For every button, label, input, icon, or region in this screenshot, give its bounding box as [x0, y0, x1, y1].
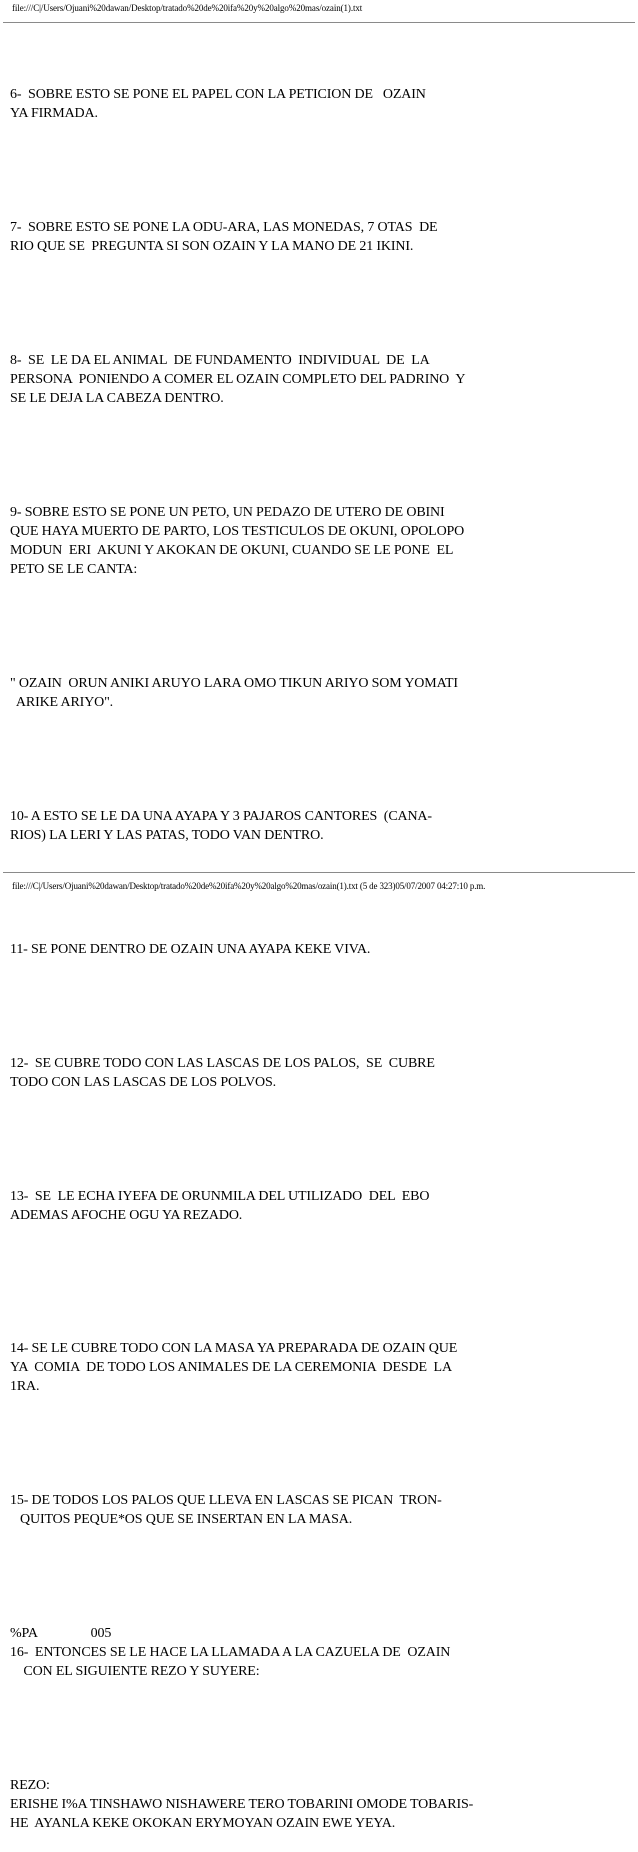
paragraph-step-14: 14- SE LE CUBRE TODO CON LA MASA YA PREPARADA DE OZAIN QUE YA COMIA DE TODO LOS ANIMALES DE LA CEREMONIA DESDE LA 1RA.	[10, 1341, 458, 1394]
header-divider	[3, 22, 635, 23]
paragraph-step-6: 6- SOBRE ESTO SE PONE EL PAPEL CON LA PETICION DE OZAIN YA FIRMADA.	[10, 87, 426, 121]
paragraph-step-8: 8- SE LE DA EL ANIMAL DE FUNDAMENTO INDIVIDUAL DE LA PERSONA PONIENDO A COMER EL OZAIN COMPLETO DEL PADRINO Y SE LE DEJA LA CABEZA DENTRO.	[10, 353, 466, 406]
paragraph-rezo: REZO: ERISHE I%A TINSHAWO NISHAWERE TERO TOBARINI OMODE TOBARIS- HE AYANLA KEKE OKOKAN ERYMOYAN OZAIN EWE YEYA.	[10, 1778, 474, 1831]
paragraph-step-10: 10- A ESTO SE LE DA UNA AYAPA Y 3 PAJAROS CANTORES (CANA- RIOS) LA LERI Y LAS PATAS, TODO VAN DENTRO.	[10, 809, 432, 843]
paragraph-step-15: 15- DE TODOS LOS PALOS QUE LLEVA EN LASCAS SE PICAN TRON- QUITOS PEQUE*OS QUE SE INSERTAN EN LA MASA.	[10, 1493, 442, 1527]
paragraph-step-11: 11- SE PONE DENTRO DE OZAIN UNA AYAPA KEKE VIVA.	[10, 942, 371, 957]
paragraph-step-16: %PA 005 16- ENTONCES SE LE HACE LA LLAMADA A LA CAZUELA DE OZAIN CON EL SIGUIENTE REZO Y SUYERE:	[10, 1626, 451, 1679]
footer-file-path: file:///C|/Users/Ojuani%20dawan/Desktop/tratado%20de%20ifa%20y%20algo%20mas/ozain(1).txt (5 de 323)05/07/2007 04:27:10 p.m.	[12, 881, 486, 891]
header-file-path: file:///C|/Users/Ojuani%20dawan/Desktop/tratado%20de%20ifa%20y%20algo%20mas/ozain(1).txt	[12, 3, 363, 13]
paragraph-chant: " OZAIN ORUN ANIKI ARUYO LARA OMO TIKUN ARIYO SOM YOMATI ARIKE ARIYO".	[10, 676, 458, 710]
paragraph-step-7: 7- SOBRE ESTO SE PONE LA ODU-ARA, LAS MONEDAS, 7 OTAS DE RIO QUE SE PREGUNTA SI SON OZAIN Y LA MANO DE 21 IKINI.	[10, 220, 438, 254]
footer-divider	[3, 872, 635, 873]
paragraph-step-12: 12- SE CUBRE TODO CON LAS LASCAS DE LOS PALOS, SE CUBRE TODO CON LAS LASCAS DE LOS POLVOS.	[10, 1056, 435, 1090]
paragraph-step-13: 13- SE LE ECHA IYEFA DE ORUNMILA DEL UTILIZADO DEL EBO ADEMAS AFOCHE OGU YA REZADO.	[10, 1189, 430, 1223]
document-body	[10, 47, 634, 1852]
paragraph-step-9: 9- SOBRE ESTO SE PONE UN PETO, UN PEDAZO DE UTERO DE OBINI QUE HAYA MUERTO DE PARTO, LOS TESTICULOS DE OKUNI, OPOLOPO MODUN ERI AKUNI Y AKOKAN DE OKUNI, CUANDO SE LE PONE EL PETO SE LE CANTA:	[10, 505, 465, 577]
